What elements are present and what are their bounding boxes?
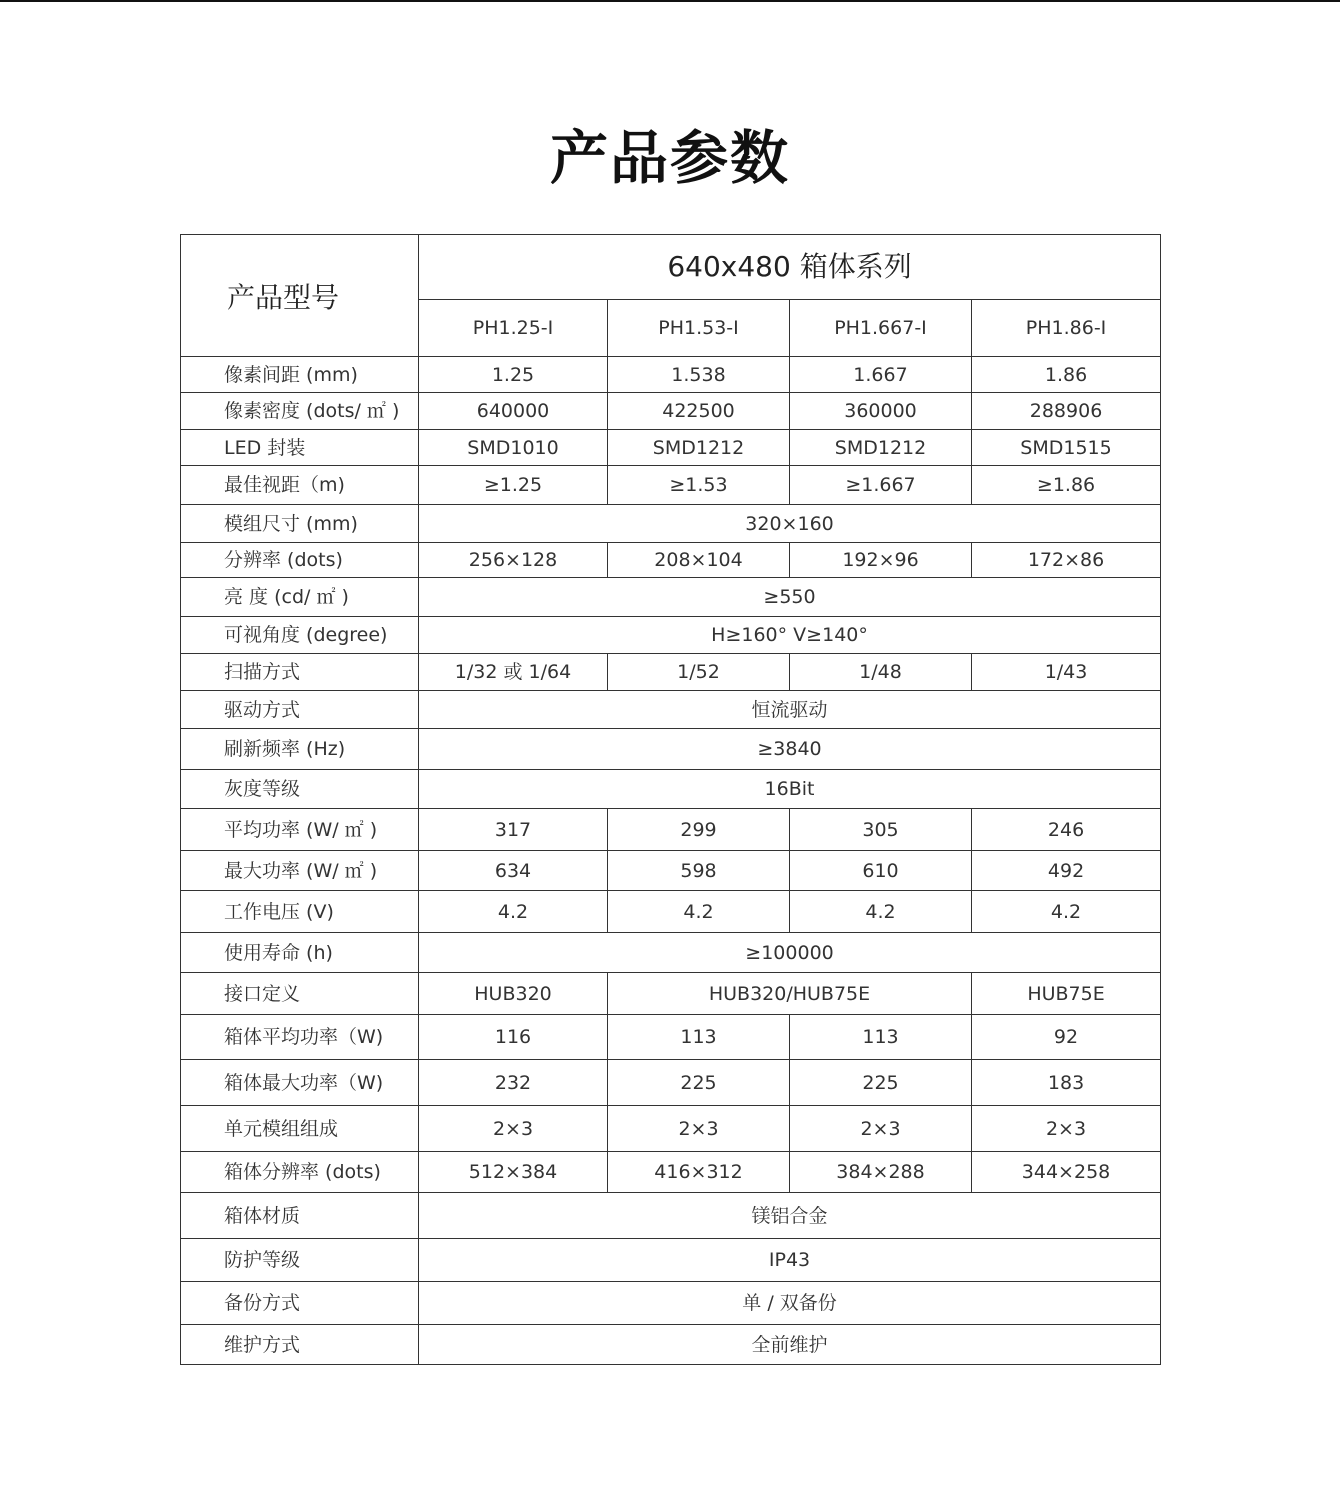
spec-label: 平均功率 (W/ ㎡ ) (181, 809, 419, 851)
spec-row (181, 1193, 1161, 1239)
spec-value: 1/52 (608, 654, 790, 691)
spec-value: 2×3 (419, 1106, 608, 1152)
spec-value: SMD1010 (419, 430, 608, 466)
spec-value: 610 (790, 851, 972, 891)
spec-value: 232 (419, 1060, 608, 1106)
top-divider (0, 0, 1340, 2)
spec-row (181, 1060, 1161, 1106)
spec-value: 1/43 (972, 654, 1161, 691)
spec-value: 640000 (419, 393, 608, 430)
spec-value: 1/32 或 1/64 (419, 654, 608, 691)
model-name: PH1.25-I (419, 300, 608, 357)
spec-label: 箱体分辨率 (dots) (181, 1152, 419, 1193)
spec-value: 全前维护 (419, 1325, 1161, 1365)
page-title: 产品参数 (549, 124, 790, 192)
spec-value: 1.86 (972, 357, 1161, 393)
model-header-cell: 产品型号 (181, 235, 419, 357)
spec-label: 最大功率 (W/ ㎡ ) (181, 851, 419, 891)
spec-label: 接口定义 (181, 973, 419, 1015)
spec-row (181, 933, 1161, 973)
spec-value: HUB75E (972, 973, 1161, 1015)
spec-row (181, 1152, 1161, 1193)
spec-label: 可视角度 (degree) (181, 617, 419, 654)
spec-value: ≥550 (419, 578, 1161, 617)
spec-row (181, 1325, 1161, 1365)
spec-label: 箱体最大功率（W) (181, 1060, 419, 1106)
spec-value: 492 (972, 851, 1161, 891)
spec-value: ≥3840 (419, 729, 1161, 770)
spec-value: 16Bit (419, 770, 1161, 809)
spec-label: 使用寿命 (h) (181, 933, 419, 973)
spec-value: SMD1212 (608, 430, 790, 466)
spec-label: 分辨率 (dots) (181, 543, 419, 578)
spec-label: 像素密度 (dots/ ㎡ ) (181, 393, 419, 430)
spec-value: 2×3 (790, 1106, 972, 1152)
spec-row (181, 1282, 1161, 1325)
spec-value: ≥1.86 (972, 466, 1161, 505)
spec-table (180, 234, 1161, 1365)
spec-value: 1/48 (790, 654, 972, 691)
spec-value: 4.2 (419, 891, 608, 933)
spec-value: 172×86 (972, 543, 1161, 578)
spec-row (181, 430, 1161, 466)
spec-value: SMD1515 (972, 430, 1161, 466)
spec-value: 288906 (972, 393, 1161, 430)
spec-label: 箱体平均功率（W) (181, 1015, 419, 1060)
spec-row (181, 543, 1161, 578)
spec-value: 246 (972, 809, 1161, 851)
spec-value: SMD1212 (790, 430, 972, 466)
spec-row (181, 578, 1161, 617)
spec-value: 113 (790, 1015, 972, 1060)
spec-row (181, 891, 1161, 933)
spec-value: HUB320 (419, 973, 608, 1015)
model-name: PH1.86-I (972, 300, 1161, 357)
spec-value: 256×128 (419, 543, 608, 578)
model-name: PH1.667-I (790, 300, 972, 357)
spec-value: 299 (608, 809, 790, 851)
spec-value: 183 (972, 1060, 1161, 1106)
spec-row (181, 851, 1161, 891)
spec-label: LED 封装 (181, 430, 419, 466)
spec-row (181, 654, 1161, 691)
spec-value: 317 (419, 809, 608, 851)
spec-value: 单 / 双备份 (419, 1282, 1161, 1325)
spec-label: 单元模组组成 (181, 1106, 419, 1152)
spec-row (181, 505, 1161, 543)
spec-value: 1.667 (790, 357, 972, 393)
spec-value: 192×96 (790, 543, 972, 578)
spec-row (181, 357, 1161, 393)
spec-label: 像素间距 (mm) (181, 357, 419, 393)
spec-row (181, 617, 1161, 654)
spec-value: 116 (419, 1015, 608, 1060)
spec-value: 92 (972, 1015, 1161, 1060)
spec-value: 2×3 (608, 1106, 790, 1152)
spec-label: 最佳视距（m) (181, 466, 419, 505)
spec-value: 360000 (790, 393, 972, 430)
spec-row (181, 1239, 1161, 1282)
spec-value: 225 (608, 1060, 790, 1106)
spec-value: 镁铝合金 (419, 1193, 1161, 1239)
spec-value: HUB320/HUB75E (608, 973, 972, 1015)
spec-row (181, 973, 1161, 1015)
spec-value: 598 (608, 851, 790, 891)
spec-label: 模组尺寸 (mm) (181, 505, 419, 543)
spec-label: 箱体材质 (181, 1193, 419, 1239)
spec-row (181, 691, 1161, 729)
spec-row (181, 1106, 1161, 1152)
spec-label: 工作电压 (V) (181, 891, 419, 933)
spec-value: ≥1.53 (608, 466, 790, 505)
spec-row (181, 729, 1161, 770)
spec-row (181, 393, 1161, 430)
header-row-series (181, 235, 1161, 300)
spec-label: 刷新频率 (Hz) (181, 729, 419, 770)
spec-value: 4.2 (790, 891, 972, 933)
spec-value: 634 (419, 851, 608, 891)
spec-value: 1.25 (419, 357, 608, 393)
spec-value: 2×3 (972, 1106, 1161, 1152)
spec-value: 320×160 (419, 505, 1161, 543)
spec-value: 208×104 (608, 543, 790, 578)
series-title: 640x480 箱体系列 (419, 235, 1161, 300)
spec-value: IP43 (419, 1239, 1161, 1282)
spec-table-body (181, 235, 1161, 1365)
spec-value: ≥1.667 (790, 466, 972, 505)
model-name: PH1.53-I (608, 300, 790, 357)
spec-value: 416×312 (608, 1152, 790, 1193)
spec-value: 恒流驱动 (419, 691, 1161, 729)
spec-value: 344×258 (972, 1152, 1161, 1193)
spec-value: 384×288 (790, 1152, 972, 1193)
spec-value: 225 (790, 1060, 972, 1106)
spec-value: ≥1.25 (419, 466, 608, 505)
spec-label: 灰度等级 (181, 770, 419, 809)
spec-label: 驱动方式 (181, 691, 419, 729)
spec-value: 4.2 (608, 891, 790, 933)
spec-value: 422500 (608, 393, 790, 430)
spec-value: H≥160° V≥140° (419, 617, 1161, 654)
spec-label: 维护方式 (181, 1325, 419, 1365)
spec-row (181, 466, 1161, 505)
spec-value: 1.538 (608, 357, 790, 393)
spec-value: 4.2 (972, 891, 1161, 933)
spec-value: ≥100000 (419, 933, 1161, 973)
spec-label: 扫描方式 (181, 654, 419, 691)
spec-label: 防护等级 (181, 1239, 419, 1282)
spec-row (181, 770, 1161, 809)
spec-label: 备份方式 (181, 1282, 419, 1325)
spec-row (181, 809, 1161, 851)
spec-row (181, 1015, 1161, 1060)
spec-label: 亮 度 (cd/ ㎡ ) (181, 578, 419, 617)
spec-value: 305 (790, 809, 972, 851)
spec-value: 512×384 (419, 1152, 608, 1193)
spec-value: 113 (608, 1015, 790, 1060)
